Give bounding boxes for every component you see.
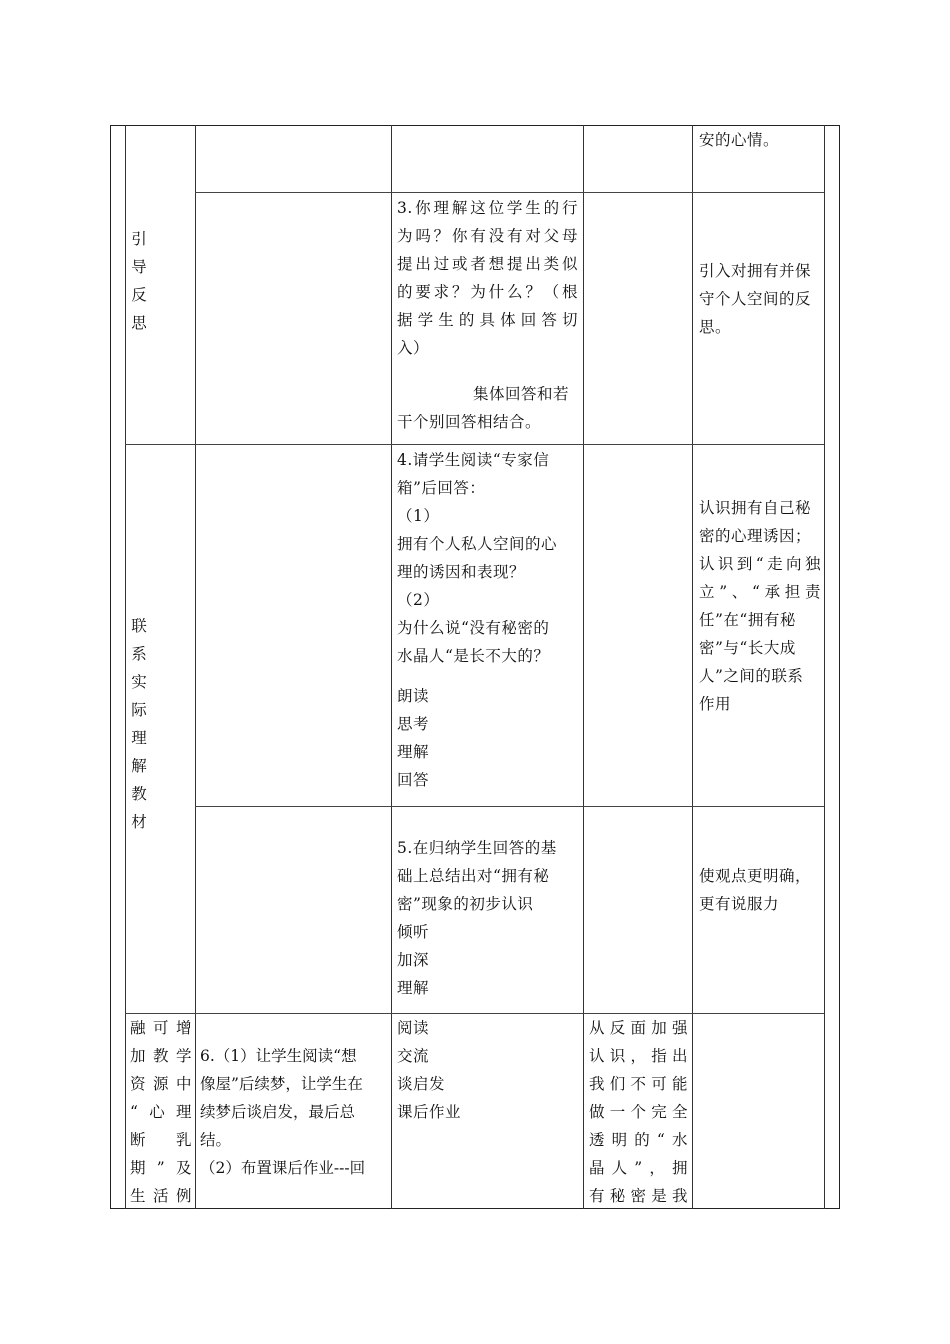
label-char: 教 xyxy=(131,785,147,803)
text-line: 谈启发 xyxy=(397,1075,446,1093)
text-line: 加深 xyxy=(397,951,430,969)
text-line: 结。 xyxy=(200,1131,232,1149)
text-line: 4.请学生阅读“专家信 xyxy=(397,451,550,469)
text-line: 资源中 xyxy=(130,1075,192,1093)
text-line: 从反面加强 xyxy=(589,1019,688,1037)
column-divider xyxy=(692,125,693,1209)
text-line: 引入对拥有并保 xyxy=(699,262,812,280)
column-divider xyxy=(583,125,584,1209)
text-line: 础上总结出对“拥有秘 xyxy=(397,867,550,885)
label-char: 解 xyxy=(131,757,147,775)
text-line: 作用 xyxy=(699,695,732,713)
text-line: 做一个完全 xyxy=(589,1103,688,1121)
text-line: 拥有个人私人空间的心 xyxy=(397,535,558,553)
row-divider xyxy=(195,192,824,193)
text-line: 的要求？为什么？（根 xyxy=(397,283,578,301)
text-line: 融可增 xyxy=(130,1019,192,1037)
text-line: （2） xyxy=(397,591,440,609)
text-line: 生活例 xyxy=(130,1187,192,1205)
text-line: 理解 xyxy=(397,979,430,997)
label-char: 材 xyxy=(131,813,147,831)
text-line: 理解 xyxy=(397,743,430,761)
label-char: 理 xyxy=(131,729,147,747)
text-line: 断 乳 xyxy=(130,1131,192,1149)
summary-teacher-activity xyxy=(397,834,578,1002)
guide-purpose xyxy=(699,257,821,341)
text-line: 密的心理诱因； xyxy=(699,527,812,545)
row-top-purpose xyxy=(699,126,821,154)
text-line: 干个别回答相结合。 xyxy=(397,413,542,431)
text-line: 我们不可能 xyxy=(589,1075,688,1093)
text-line: 6.（1）让学生阅读“想 xyxy=(200,1047,357,1065)
text-line: 密”现象的初步认识 xyxy=(397,895,534,913)
text-line: 立”、“承担责 xyxy=(699,583,821,601)
text-line: 使观点更明确， xyxy=(699,867,812,885)
text-line: 倾听 xyxy=(397,923,430,941)
text-line: 思考 xyxy=(397,715,430,733)
text-line: 认识，指出 xyxy=(589,1047,688,1065)
label-char: 实 xyxy=(131,673,147,691)
text-line: （2）布置课后作业---回 xyxy=(200,1159,366,1177)
text-line: 认识拥有自己秘 xyxy=(699,499,812,517)
text-line: 理的诱因和表现？ xyxy=(397,563,526,581)
text-line: 守个人空间的反 xyxy=(699,290,812,308)
text-line: 3.你理解这位学生的行 xyxy=(397,199,578,217)
guide-teacher-activity xyxy=(397,194,578,436)
text-line: 透明的“水 xyxy=(589,1131,688,1149)
column-divider xyxy=(824,125,825,1209)
text-line: 阅读 xyxy=(397,1019,430,1037)
text-line: 为什么说“没有秘密的 xyxy=(397,619,550,637)
last-row-label xyxy=(130,1014,192,1210)
text-line: 人”之间的联系 xyxy=(699,667,804,685)
last-purpose xyxy=(589,1014,688,1210)
row-divider xyxy=(195,806,824,807)
text-line: 期”及 xyxy=(130,1159,192,1177)
text-line: 为吗？你有没有对父母 xyxy=(397,227,578,245)
text-line: 集体回答和若 xyxy=(473,385,570,403)
summary-purpose xyxy=(699,862,821,918)
label-char: 际 xyxy=(131,701,147,719)
text-line: 像屋”后续梦，让学生在 xyxy=(200,1075,363,1093)
text-line: 续梦后谈启发，最后总 xyxy=(200,1103,356,1121)
text-line: 密”与“长大成 xyxy=(699,639,796,657)
text-line: “心理 xyxy=(130,1103,192,1121)
link-teacher-activity xyxy=(397,446,578,794)
text-line: 加教学 xyxy=(130,1047,192,1065)
text-line: 认识到“走向独 xyxy=(699,555,821,573)
text-line: 课后作业 xyxy=(397,1103,462,1121)
label-char: 导 xyxy=(131,258,147,276)
link-purpose xyxy=(699,494,821,718)
text-line: 回答 xyxy=(397,771,430,789)
label-char: 联 xyxy=(131,617,147,635)
text-line: 据学生的具体回答切 xyxy=(397,311,578,329)
text-line: 思。 xyxy=(699,318,732,336)
column-divider xyxy=(391,125,392,1209)
label-char: 系 xyxy=(131,645,147,663)
label-char: 引 xyxy=(131,230,147,248)
column-divider xyxy=(195,125,196,1209)
text-line: 任”在“拥有秘 xyxy=(699,611,796,629)
text-line: 入） xyxy=(397,339,430,357)
column-divider xyxy=(125,125,126,1209)
text-line: 水晶人“是长不大的？ xyxy=(397,647,550,665)
label-char: 思 xyxy=(131,314,147,332)
text-line: 安的心情。 xyxy=(699,131,780,149)
row-divider xyxy=(125,444,824,445)
text-line: 箱”后回答： xyxy=(397,479,486,497)
text-line: 更有说服力 xyxy=(699,895,780,913)
text-line: （1） xyxy=(397,507,440,525)
last-teacher-activity xyxy=(200,1042,388,1182)
text-line: 交流 xyxy=(397,1047,430,1065)
text-line: 晶人”，拥 xyxy=(589,1159,688,1177)
last-student-activity xyxy=(397,1014,578,1126)
text-line: 朗读 xyxy=(397,687,430,705)
text-line: 有秘密是我 xyxy=(589,1187,688,1205)
text-line: 提出过或者想提出类似 xyxy=(397,255,578,273)
text-line: 5.在归纳学生回答的基 xyxy=(397,839,557,857)
label-char: 反 xyxy=(131,286,147,304)
